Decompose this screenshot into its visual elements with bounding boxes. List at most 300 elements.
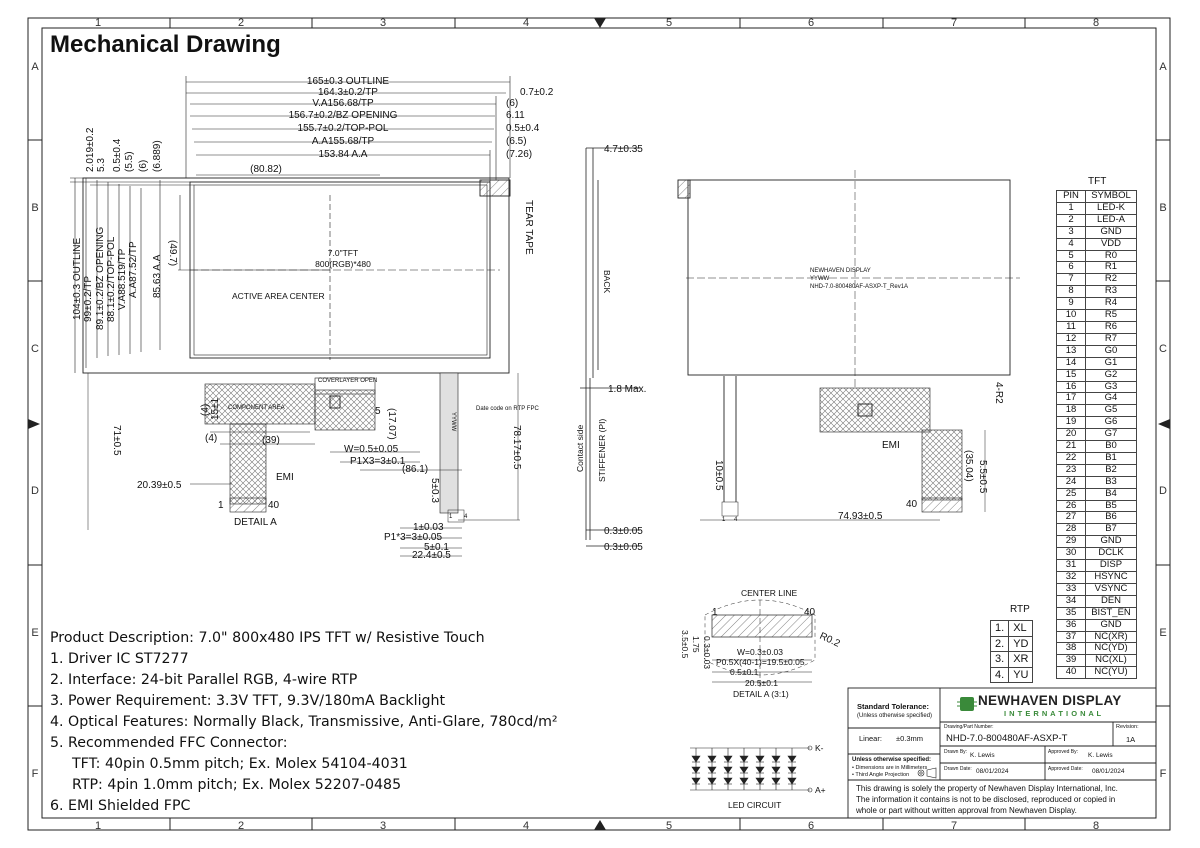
tft-pin-row bbox=[1057, 655, 1137, 667]
note-sub-rtp: RTP: 4pin 1.0mm pitch; Ex. Molex 52207-0485 bbox=[72, 777, 402, 793]
rtp-table bbox=[990, 620, 1033, 683]
tft-pin-row bbox=[1057, 464, 1137, 476]
dim-10: 10±0.5 bbox=[713, 460, 724, 491]
tft-pin-number: 6 bbox=[1057, 262, 1086, 274]
rtp-pin-4-label: 4 bbox=[464, 514, 468, 520]
dim-5-0-1: 5±0.1 bbox=[424, 542, 449, 553]
dim-right-2: 6.11 bbox=[506, 110, 525, 121]
disclaimer-line-2: The information it contains is not to be disclosed, reproduced or copied in bbox=[856, 795, 1116, 804]
ruler-col-bottom-1: 1 bbox=[94, 820, 102, 832]
detail-a-label: DETAIL A bbox=[234, 517, 277, 528]
tft-pin-symbol: GND bbox=[1086, 536, 1137, 548]
tft-pin-row bbox=[1057, 488, 1137, 500]
led-diode-icon bbox=[708, 778, 716, 784]
dim-0-3-a: 0.3±0.05 bbox=[604, 526, 643, 537]
led-k-label: K- bbox=[815, 743, 824, 753]
tft-pin-number: 12 bbox=[1057, 333, 1086, 345]
ruler-col-7: 7 bbox=[950, 17, 958, 29]
tft-pin-row bbox=[1057, 524, 1137, 536]
center-mark-left bbox=[28, 419, 40, 429]
tft-pin-row bbox=[1057, 476, 1137, 488]
rtp-pin-number: 3. bbox=[991, 652, 1009, 668]
dim-74-93: 74.93±0.5 bbox=[838, 511, 883, 522]
center-mark-bottom bbox=[594, 820, 606, 830]
back-label-yyww: YYWW bbox=[810, 276, 830, 282]
tft-pin-row bbox=[1057, 560, 1137, 572]
tft-pin-symbol: R7 bbox=[1086, 333, 1137, 345]
note-item-2: 2. Interface: 24-bit Parallel RGB, 4-wire RTP bbox=[50, 672, 358, 688]
tft-pin-symbol: R2 bbox=[1086, 274, 1137, 286]
tft-pin-row bbox=[1057, 583, 1137, 595]
tft-pin-row bbox=[1057, 381, 1137, 393]
dim-aa-tp-width: A.A155.68/TP bbox=[311, 136, 375, 147]
tft-pin-symbol: BIST_EN bbox=[1086, 607, 1137, 619]
bullet-projection: • Third Angle Projection bbox=[852, 772, 910, 778]
tft-pin-row bbox=[1057, 500, 1137, 512]
ruler-col-5: 5 bbox=[665, 17, 673, 29]
rtp-pin-number: 1. bbox=[991, 621, 1009, 637]
tft-pin-symbol: R1 bbox=[1086, 262, 1137, 274]
note-item-1: 1. Driver IC ST7277 bbox=[50, 651, 189, 667]
resolution-label: 800(RGB)*480 bbox=[315, 259, 371, 269]
dim-78-17: 78.17±0.5 bbox=[511, 425, 522, 470]
tft-pin-number: 13 bbox=[1057, 345, 1086, 357]
tft-pin-row bbox=[1057, 536, 1137, 548]
pin-1-label: 1 bbox=[218, 500, 224, 511]
dim-right-5: (7.26) bbox=[506, 149, 533, 160]
tft-pin-symbol: R6 bbox=[1086, 321, 1137, 333]
dim-5: 5 bbox=[375, 406, 381, 417]
page-title: Mechanical Drawing bbox=[50, 31, 281, 58]
ruler-row-right-A: A bbox=[1159, 61, 1167, 73]
rtp-pin-symbol: YU bbox=[1009, 667, 1033, 683]
tft-pin-symbol: NC(XL) bbox=[1086, 655, 1137, 667]
tft-pin-row bbox=[1057, 226, 1137, 238]
tft-pin-row bbox=[1057, 417, 1137, 429]
led-diode-icon bbox=[788, 767, 796, 773]
tft-pin-number: 4 bbox=[1057, 238, 1086, 250]
tft-pin-row bbox=[1057, 357, 1137, 369]
tft-header-pin: PIN bbox=[1057, 191, 1086, 203]
ruler-col-1: 1 bbox=[94, 17, 102, 29]
tft-pin-symbol: G1 bbox=[1086, 357, 1137, 369]
tft-pin-symbol: VDD bbox=[1086, 238, 1137, 250]
contact-side-label: Contact side bbox=[575, 424, 585, 472]
dim-w: W=0.5±0.05 bbox=[344, 444, 399, 455]
tft-pin-symbol: G3 bbox=[1086, 381, 1137, 393]
ruler-col-2: 2 bbox=[237, 17, 245, 29]
note-item-4: 4. Optical Features: Normally Black, Transmissive, Anti-Glare, 780cd/m² bbox=[50, 714, 558, 730]
bullet-mm: • Dimensions are in Millimeters bbox=[852, 765, 928, 771]
tft-pin-row bbox=[1057, 512, 1137, 524]
ruler-col-bottom-7: 7 bbox=[950, 820, 958, 832]
back-pin-1-label: 1 bbox=[722, 517, 726, 523]
dim-4-b: (4) bbox=[205, 433, 218, 444]
dim-71: 71±0.5 bbox=[111, 425, 122, 456]
tft-pin-symbol: G6 bbox=[1086, 417, 1137, 429]
led-diode-icon bbox=[756, 756, 764, 762]
back-emi-label: EMI bbox=[882, 440, 900, 451]
dim-3-5: 3.5±0.5 bbox=[680, 630, 690, 659]
approved-date: 08/01/2024 bbox=[1092, 768, 1125, 775]
tft-pin-number: 20 bbox=[1057, 429, 1086, 441]
ruler-col-bottom-8: 8 bbox=[1092, 820, 1100, 832]
tft-pin-number: 17 bbox=[1057, 393, 1086, 405]
dim-17-07: (17.07) bbox=[386, 408, 397, 440]
note-item-5: 5. Recommended FFC Connector: bbox=[50, 735, 288, 751]
center-mark-top bbox=[594, 18, 606, 28]
std-tolerance-label: Standard Tolerance: bbox=[857, 702, 929, 711]
ruler-col-8: 8 bbox=[1092, 17, 1100, 29]
dim-w-0-3: W=0.3±0.03 bbox=[737, 647, 784, 657]
led-circuit-labels bbox=[728, 743, 826, 810]
dim-15: 15±1 bbox=[210, 397, 221, 420]
front-view-labels bbox=[72, 76, 554, 561]
tft-pin-symbol: B1 bbox=[1086, 452, 1137, 464]
rtp-table-wrap bbox=[990, 620, 1033, 683]
drawn-date: 08/01/2024 bbox=[976, 768, 1009, 775]
dim-height-4: V.A88.519/TP bbox=[117, 248, 128, 310]
tft-pin-number: 26 bbox=[1057, 500, 1086, 512]
tft-pin-symbol: NC(XR) bbox=[1086, 631, 1137, 643]
dim-height-3: 88.1±0.2/TOP-POL bbox=[106, 236, 117, 322]
back-pin-4-label: 4 bbox=[734, 517, 738, 523]
tft-pin-number: 9 bbox=[1057, 298, 1086, 310]
tft-pin-row bbox=[1057, 238, 1137, 250]
tft-pin-number: 7 bbox=[1057, 274, 1086, 286]
drawn-by-label: Drawn By: bbox=[944, 749, 968, 755]
ruler-row-right-C: C bbox=[1159, 343, 1167, 355]
unless-label: Unless otherwise specified: bbox=[852, 757, 932, 763]
approved-date-label: Approved Date: bbox=[1048, 766, 1083, 772]
rtp-pin-row bbox=[991, 652, 1033, 668]
tft-pin-number: 32 bbox=[1057, 572, 1086, 584]
dim-left-4: (6) bbox=[138, 159, 149, 172]
tft-pin-number: 28 bbox=[1057, 524, 1086, 536]
note-item-3: 3. Power Requirement: 3.3V TFT, 9.3V/180mA Backlight bbox=[50, 693, 446, 709]
detail-pin-1: 1 bbox=[712, 607, 718, 618]
approved-by-label: Approved By: bbox=[1048, 749, 1079, 755]
center-mark-right bbox=[1158, 419, 1170, 429]
side-view bbox=[580, 148, 640, 546]
tft-pin-symbol: GND bbox=[1086, 619, 1137, 631]
dim-left-2: 0.5±0.4 bbox=[112, 138, 123, 172]
led-a-label: A+ bbox=[815, 785, 826, 795]
tft-pin-symbol: G2 bbox=[1086, 369, 1137, 381]
tft-pin-number: 21 bbox=[1057, 441, 1086, 453]
tft-pin-symbol: B2 bbox=[1086, 464, 1137, 476]
tft-pin-number: 29 bbox=[1057, 536, 1086, 548]
product-description: Product Description: 7.0" 800x480 IPS TFT w/ Resistive Touch bbox=[50, 630, 485, 646]
ruler-col-bottom-2: 2 bbox=[237, 820, 245, 832]
tft-pin-number: 33 bbox=[1057, 583, 1086, 595]
tft-pin-row bbox=[1057, 643, 1137, 655]
led-diode-icon bbox=[708, 756, 716, 762]
date-code-label: Date code on RTP FPC bbox=[476, 406, 539, 412]
tft-pin-symbol: B6 bbox=[1086, 512, 1137, 524]
tft-pin-row bbox=[1057, 452, 1137, 464]
note-sub-tft: TFT: 40pin 0.5mm pitch; Ex. Molex 54104-4031 bbox=[72, 756, 408, 772]
tft-pin-symbol: B3 bbox=[1086, 476, 1137, 488]
dim-4-7: 4.7±0.35 bbox=[604, 144, 643, 155]
tft-pin-row bbox=[1057, 429, 1137, 441]
yyww-label: YYWW bbox=[450, 412, 456, 432]
rtp-pin-number: 4. bbox=[991, 667, 1009, 683]
tft-pin-number: 35 bbox=[1057, 607, 1086, 619]
dim-left-0: 2.019±0.2 bbox=[85, 127, 96, 172]
led-diode-icon bbox=[772, 778, 780, 784]
dim-0-5: 0.5±0.1 bbox=[730, 667, 759, 677]
tft-pin-row bbox=[1057, 262, 1137, 274]
tft-pin-number: 38 bbox=[1057, 643, 1086, 655]
dim-va-width: V.A156.68/TP bbox=[312, 98, 374, 109]
tft-pin-symbol: G0 bbox=[1086, 345, 1137, 357]
led-diode-icon bbox=[788, 756, 796, 762]
tft-pin-number: 5 bbox=[1057, 250, 1086, 262]
led-diode-icon bbox=[692, 778, 700, 784]
approved-by: K. Lewis bbox=[1088, 752, 1113, 759]
dim-tp-width: 164.3±0.2/TP bbox=[318, 87, 378, 98]
dim-height-2: 89.1±0.2/BZ OPENING bbox=[95, 226, 106, 330]
tft-pin-symbol: DCLK bbox=[1086, 548, 1137, 560]
ruler-col-bottom-4: 4 bbox=[522, 820, 530, 832]
rtp-table-title: RTP bbox=[1010, 604, 1030, 615]
dim-22-4: 22.4±0.5 bbox=[412, 550, 451, 561]
tft-pin-number: 14 bbox=[1057, 357, 1086, 369]
dim-0-3-b: 0.3±0.05 bbox=[604, 542, 643, 553]
logo-main: NEWHAVEN DISPLAY bbox=[978, 693, 1122, 708]
dim-1-75: 1.75 bbox=[691, 636, 701, 653]
dim-0-3-0-03: 0.3±0.03 bbox=[702, 636, 712, 670]
tft-pin-row bbox=[1057, 595, 1137, 607]
revision: 1A bbox=[1126, 735, 1136, 744]
dim-aa-width: 153.84 A.A bbox=[318, 149, 368, 160]
led-diode-icon bbox=[772, 756, 780, 762]
product-notes bbox=[50, 628, 558, 817]
rtp-pin-row bbox=[991, 667, 1033, 683]
tft-pin-number: 30 bbox=[1057, 548, 1086, 560]
dim-left-1: 5.3 bbox=[96, 158, 107, 172]
detail-pin-40: 40 bbox=[804, 607, 816, 618]
tft-pin-symbol: G4 bbox=[1086, 393, 1137, 405]
tft-pin-number: 22 bbox=[1057, 452, 1086, 464]
disclaimer-line-3: whole or part without written approval from Newhaven Display. bbox=[856, 806, 1077, 815]
dim-pitch: P0.5X(40-1)=19.5±0.05 bbox=[716, 657, 805, 667]
tft-pin-row bbox=[1057, 214, 1137, 226]
ruler-row-E: E bbox=[31, 627, 39, 639]
led-diode-icon bbox=[740, 756, 748, 762]
tft-pin-row bbox=[1057, 345, 1137, 357]
dim-80-82: (80.82) bbox=[250, 164, 282, 175]
tft-pin-symbol: NC(YU) bbox=[1086, 667, 1137, 679]
ruler-col-bottom-5: 5 bbox=[665, 820, 673, 832]
dim-p1x3: P1X3=3±0.1 bbox=[350, 456, 406, 467]
detail-a-labels bbox=[680, 588, 842, 699]
coverlayer-open-label: COVERLAYER OPEN bbox=[318, 378, 378, 384]
ruler-row-B: B bbox=[31, 202, 39, 214]
display-size-label: 7.0"TFT bbox=[327, 248, 359, 258]
tft-pin-number: 37 bbox=[1057, 631, 1086, 643]
rtp-pin-number: 2. bbox=[991, 636, 1009, 652]
stiffener-label: STIFFENER (PI) bbox=[597, 418, 607, 482]
tft-pin-symbol: G5 bbox=[1086, 405, 1137, 417]
dim-86-1: (86.1) bbox=[402, 464, 429, 475]
led-diode-icon bbox=[772, 767, 780, 773]
led-diode-icon bbox=[740, 767, 748, 773]
ruler-row-D: D bbox=[31, 485, 39, 497]
tft-header-symbol: SYMBOL bbox=[1086, 191, 1137, 203]
dim-4-r2: 4-R2 bbox=[993, 382, 1004, 404]
tft-pin-row bbox=[1057, 286, 1137, 298]
tft-pin-number: 15 bbox=[1057, 369, 1086, 381]
part-number: NHD-7.0-800480AF-ASXP-T bbox=[946, 733, 1068, 744]
led-circuit-label: LED CIRCUIT bbox=[728, 800, 782, 810]
tft-pin-row bbox=[1057, 321, 1137, 333]
dim-4-a: (4) bbox=[200, 403, 211, 416]
drawn-by: K. Lewis bbox=[970, 752, 995, 759]
pin-40-label: 40 bbox=[268, 500, 280, 511]
tft-pin-symbol: R0 bbox=[1086, 250, 1137, 262]
tft-pin-number: 3 bbox=[1057, 226, 1086, 238]
rtp-pin-1-label: 1 bbox=[449, 514, 453, 520]
ruler-col-bottom-3: 3 bbox=[379, 820, 387, 832]
dim-5-0-3: 5±0.3 bbox=[429, 478, 440, 503]
newhaven-logo-icon bbox=[957, 697, 977, 711]
tft-pin-number: 31 bbox=[1057, 560, 1086, 572]
tft-pin-symbol: G7 bbox=[1086, 429, 1137, 441]
tft-pin-number: 11 bbox=[1057, 321, 1086, 333]
ruler-row-A: A bbox=[31, 61, 39, 73]
ruler-row-C: C bbox=[31, 343, 39, 355]
tft-pin-symbol: R5 bbox=[1086, 310, 1137, 322]
tft-pin-row bbox=[1057, 441, 1137, 453]
dim-outline-width: 165±0.3 OUTLINE bbox=[306, 76, 390, 87]
ruler-row-right-F: F bbox=[1159, 768, 1167, 780]
tft-pin-number: 40 bbox=[1057, 667, 1086, 679]
active-area-center-label: ACTIVE AREA CENTER bbox=[232, 291, 325, 301]
logo-sub: I N T E R N A T I O N A L bbox=[1004, 709, 1102, 718]
tft-pin-row bbox=[1057, 631, 1137, 643]
linear-value: ±0.3mm bbox=[896, 734, 924, 743]
part-number-label: Drawing/Part Number: bbox=[944, 724, 994, 730]
tft-pin-row bbox=[1057, 202, 1137, 214]
led-diode-icon bbox=[724, 756, 732, 762]
tft-pin-number: 36 bbox=[1057, 619, 1086, 631]
back-pin-40-label: 40 bbox=[906, 499, 918, 510]
ruler-col-4: 4 bbox=[522, 17, 530, 29]
ruler-rows-right bbox=[1159, 61, 1167, 780]
tft-pin-number: 39 bbox=[1057, 655, 1086, 667]
dim-right-3: 0.5±0.4 bbox=[506, 123, 540, 134]
ruler-col-6: 6 bbox=[807, 17, 815, 29]
ruler-col-3: 3 bbox=[379, 17, 387, 29]
led-diode-icon bbox=[756, 767, 764, 773]
drawn-date-label: Drawn Date: bbox=[944, 766, 972, 772]
note-item-6: 6. EMI Shielded FPC bbox=[50, 798, 191, 814]
dim-pol-width: 155.7±0.2/TOP-POL bbox=[297, 123, 389, 134]
led-diode-icon bbox=[724, 778, 732, 784]
detail-a-view bbox=[705, 600, 815, 690]
led-diode-icon bbox=[708, 767, 716, 773]
revision-label: Revision: bbox=[1116, 724, 1139, 730]
tft-pin-number: 18 bbox=[1057, 405, 1086, 417]
dim-right-1: (6) bbox=[506, 98, 519, 109]
dim-left-5: (6.889) bbox=[152, 140, 163, 172]
dim-bz-width: 156.7±0.2/BZ OPENING bbox=[288, 110, 398, 121]
tft-pin-symbol: B7 bbox=[1086, 524, 1137, 536]
tft-pin-symbol: VSYNC bbox=[1086, 583, 1137, 595]
dim-p1x3-b: P1*3=3±0.05 bbox=[384, 532, 443, 543]
tft-pin-row bbox=[1057, 369, 1137, 381]
led-diode-icon bbox=[692, 767, 700, 773]
emi-label: EMI bbox=[276, 472, 294, 483]
back-label-part: NHD-7.0-800480AF-ASXP-T_Rev1A bbox=[810, 284, 909, 290]
tft-pin-number: 16 bbox=[1057, 381, 1086, 393]
tft-pin-row bbox=[1057, 548, 1137, 560]
tft-pin-row bbox=[1057, 298, 1137, 310]
ruler-row-right-B: B bbox=[1159, 202, 1167, 214]
dim-20-39: 20.39±0.5 bbox=[137, 480, 182, 491]
tear-tape-label: TEAR TAPE bbox=[523, 200, 534, 255]
tft-pin-symbol: GND bbox=[1086, 226, 1137, 238]
dim-49-7: (49.7) bbox=[167, 240, 178, 267]
tft-pin-row bbox=[1057, 250, 1137, 262]
tft-pin-number: 19 bbox=[1057, 417, 1086, 429]
component-area-label: COMPONENT AREA bbox=[228, 405, 285, 411]
led-diode-icon bbox=[692, 756, 700, 762]
center-line-label: CENTER LINE bbox=[741, 588, 798, 598]
dim-1-8-max: 1.8 Max. bbox=[608, 384, 647, 395]
tft-pin-number: 23 bbox=[1057, 464, 1086, 476]
led-circuit bbox=[690, 746, 812, 792]
ruler-row-F: F bbox=[31, 768, 39, 780]
std-tolerance-sub: (Unless otherwise specified) bbox=[857, 713, 933, 719]
led-diode-icon bbox=[724, 767, 732, 773]
tft-pin-row bbox=[1057, 333, 1137, 345]
dim-1-0-03: 1±0.03 bbox=[413, 522, 444, 533]
tft-pin-row bbox=[1057, 572, 1137, 584]
dim-5-5: 5.5±0.5 bbox=[977, 460, 988, 494]
ruler-row-right-D: D bbox=[1159, 485, 1167, 497]
dim-39: (39) bbox=[262, 435, 280, 446]
tft-pin-number: 2 bbox=[1057, 214, 1086, 226]
tft-pin-row bbox=[1057, 619, 1137, 631]
dim-height-1: 99±0.2/TP bbox=[83, 275, 94, 322]
tft-table-title: TFT bbox=[1088, 176, 1107, 187]
ruler-rows-left bbox=[31, 61, 39, 780]
tft-pin-symbol: LED-A bbox=[1086, 214, 1137, 226]
tft-pin-number: 25 bbox=[1057, 488, 1086, 500]
back-label-brand: NEWHAVEN DISPLAY bbox=[810, 268, 871, 274]
back-label: BACK bbox=[602, 270, 612, 294]
tft-pin-row bbox=[1057, 667, 1137, 679]
detail-radius: R0.2 bbox=[817, 630, 842, 650]
tft-pin-number: 10 bbox=[1057, 310, 1086, 322]
ruler-col-bottom-6: 6 bbox=[807, 820, 815, 832]
dim-height-6: 85.63 A.A bbox=[152, 254, 163, 298]
tft-pin-table-wrap bbox=[1056, 190, 1137, 679]
led-diode-icon bbox=[756, 778, 764, 784]
tft-pin-symbol: NC(YD) bbox=[1086, 643, 1137, 655]
disclaimer-line-1: This drawing is solely the property of Newhaven Display International, Inc. bbox=[856, 784, 1118, 793]
ruler-row-right-E: E bbox=[1159, 627, 1167, 639]
tft-pin-table bbox=[1056, 190, 1137, 679]
tft-pin-symbol: HSYNC bbox=[1086, 572, 1137, 584]
led-diode-icon bbox=[788, 778, 796, 784]
dim-35-04: (35.04) bbox=[963, 450, 974, 482]
tft-pin-row bbox=[1057, 405, 1137, 417]
tft-pin-symbol: B0 bbox=[1086, 441, 1137, 453]
